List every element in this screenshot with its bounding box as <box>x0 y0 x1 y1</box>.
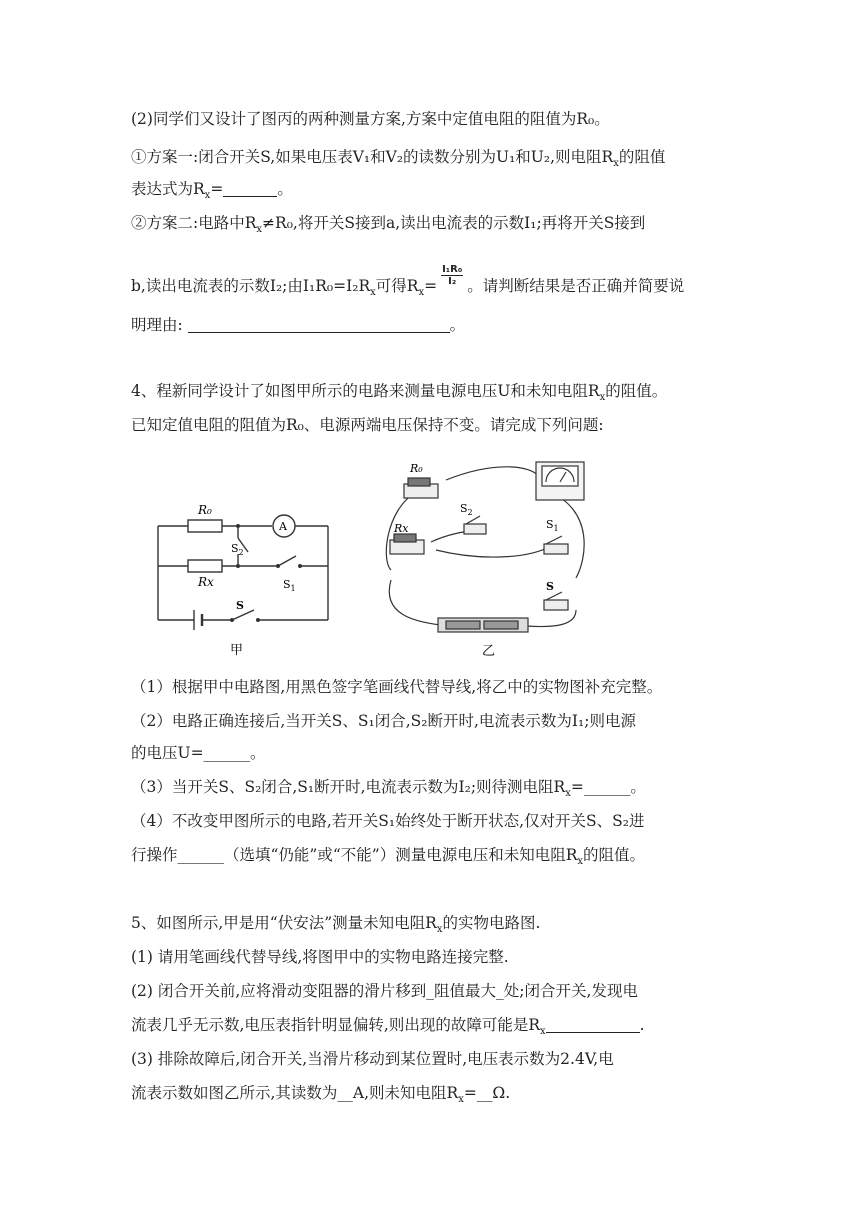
yi-label-rx: Rx <box>394 522 409 535</box>
caption-yi: 乙 <box>482 644 496 659</box>
yi-label-r0: R₀ <box>410 462 423 475</box>
yi-label-s: S <box>546 580 554 593</box>
label-s: S <box>236 599 244 612</box>
q3-plan1-line1: ①方案一:闭合开关S,如果电压表V₁和V₂的读数分别为U₁和U₂,则电阻$R_x$的阻值 <box>131 148 666 170</box>
fraction-formula: $\frac{\text{I₁R₀}}{\text{I₂}}$ <box>442 263 463 287</box>
q3-part2-intro: (2)同学们又设计了图丙的两种测量方案,方案中定值电阻的阻值为R₀。 <box>131 110 610 128</box>
q3-plan2-line3: 明理由: 。 <box>131 316 466 334</box>
circuit-diagram-jia <box>150 496 340 666</box>
q4-sub2-line2: 的电压U=______。 <box>131 744 266 762</box>
q4-stem-line2: 已知定值电阻的阻值为R₀、电源两端电压保持不变。请完成下列问题: <box>131 416 604 434</box>
answer-blank[interactable] <box>188 316 450 333</box>
q5-sub1: (1) 请用笔画线代替导线,将图甲中的实物电路连接完整. <box>131 948 509 966</box>
q5-sub3-line2: 流表示数如图乙所示,其读数为__A,则未知电阻$R_x=\_\_\Omega$. <box>131 1084 511 1106</box>
q4-sub4-line1: （4）不改变甲图所示的电路,若开关S₁始终处于断开状态,仅对开关S、S₂进 <box>131 812 645 830</box>
q4-sub4-line2: 行操作______（选填“仍能”或“不能”）测量电源电压和未知电阻$R_x$的阻值。 <box>131 846 646 868</box>
yi-label-s1: $S_1$ <box>546 518 559 533</box>
label-s2: $S_2$ <box>231 542 244 557</box>
ammeter-label: A <box>279 520 287 533</box>
answer-blank[interactable] <box>223 180 277 197</box>
q5-sub3-line1: (3) 排除故障后,闭合开关,当滑片移动到某位置时,电压表示数为2.4V,电 <box>131 1050 614 1068</box>
q4-stem-line1: 4、程新同学设计了如图甲所示的电路来测量电源电压U和未知电阻$R_x$的阻值。 <box>131 382 668 404</box>
physical-circuit-yi <box>376 450 606 660</box>
q3-plan1-line2: 表达式为$R_x=$ 。 <box>131 180 293 202</box>
answer-blank[interactable] <box>546 1016 640 1033</box>
q4-sub1: （1）根据甲中电路图,用黑色签字笔画线代替导线,将乙中的实物图补充完整。 <box>131 678 663 696</box>
label-r0: R₀ <box>198 503 212 517</box>
label-s1: $S_1$ <box>283 578 296 593</box>
q4-sub2-line1: （2）电路正确连接后,当开关S、S₁闭合,S₂断开时,电流表示数为I₁;则电源 <box>131 712 636 730</box>
q5-sub2-line2: 流表几乎无示数,电压表指针明显偏转,则出现的故障可能是$R_x$ . <box>131 1016 645 1038</box>
yi-label-s2: $S_2$ <box>460 502 473 517</box>
caption-jia: 甲 <box>230 643 244 658</box>
q4-sub3: （3）当开关S、S₂闭合,S₁断开时,电流表示数为I₂;则待测电阻$R_x=\_\_\_\_\_\_$。 <box>131 778 646 800</box>
q3-plan2-line1: ②方案二:电路中$R_x\ne R_0$,将开关S接到a,读出电流表的示数I₁;再将开关S接到 <box>131 214 646 236</box>
q5-stem: 5、如图所示,甲是用“伏安法”测量未知电阻$R_x$的实物电路图. <box>131 914 541 936</box>
q3-plan2-line2: b,读出电流表的示数I₂;由$I_1R_0=I_2R_x$可得$R_x=$ $\frac{\text{I₁R₀}}{\text{I₂}}$ 。请判断结果是否正确并简要说 <box>131 263 685 299</box>
label-rx: Rx <box>198 575 214 589</box>
q5-sub2-line1: (2) 闭合开关前,应将滑动变阻器的滑片移到_阻值最大_处;闭合开关,发现电 <box>131 982 638 1000</box>
